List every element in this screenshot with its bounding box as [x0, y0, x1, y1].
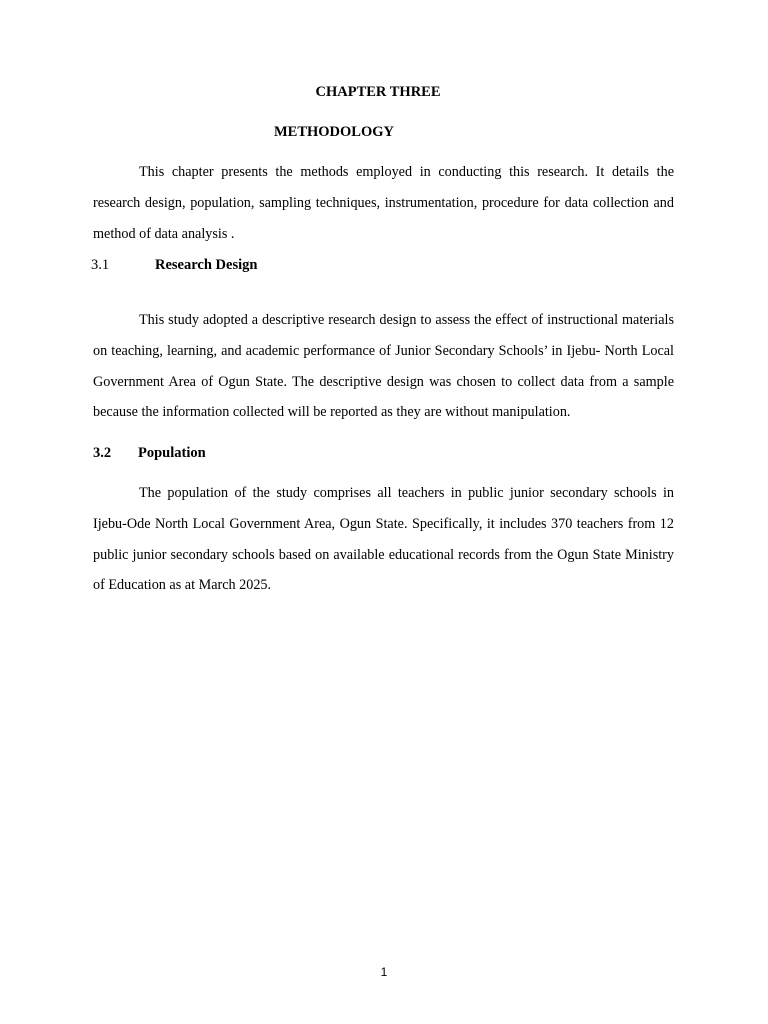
section-title: Research Design: [155, 257, 258, 273]
section-heading-population: [93, 445, 206, 462]
chapter-title: CHAPTER THREE: [315, 84, 441, 100]
population-paragraph: The population of the study comprises all teachers in public junior secondary schools in Ijebu-Ode North Local Government Area, Ogun State. Specifically, it includes 370 teachers from 12 public junior secondary schools based on available educational records from the Ogun State Ministry of Education as at March 2025.: [93, 485, 674, 594]
intro-paragraph: This chapter presents the methods employed in conducting this research. It details the research design, population, sampling techniques, instrumentation, procedure for data collection and method of data analysis .: [93, 164, 674, 242]
methodology-heading: METHODOLOGY: [273, 124, 395, 140]
section-number: 3.2: [93, 445, 112, 461]
section-title: Population: [138, 445, 206, 461]
section-heading-research-design: [91, 257, 257, 274]
section-number: 3.1: [91, 257, 110, 273]
page-number: 1: [380, 965, 388, 979]
research-design-paragraph: This study adopted a descriptive research design to assess the effect of instructional materials on teaching, learning, and academic performance of Junior Secondary Schools’ in Ijebu- North Local Government Area of Ogun State. The descriptive design was chosen to collect data from a sample because the information collected will be reported as they are without manipulation.: [93, 312, 674, 421]
